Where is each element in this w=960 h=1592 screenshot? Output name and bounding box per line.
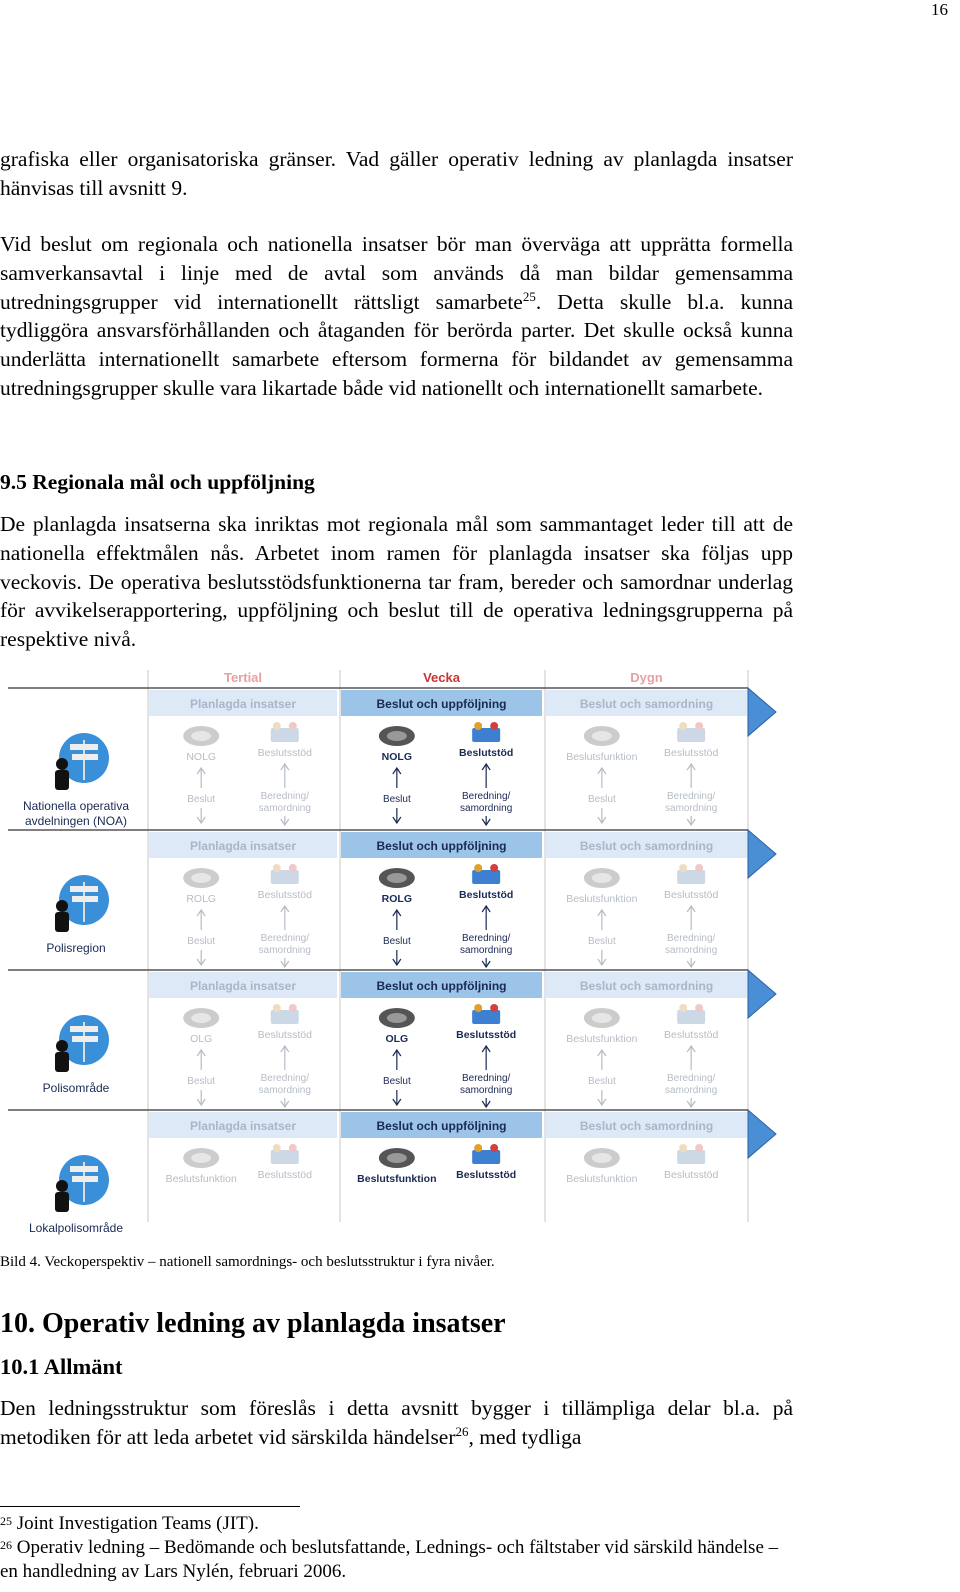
cell-sublabel-right: samordning bbox=[258, 1085, 311, 1096]
signpost-icon bbox=[72, 896, 98, 902]
workstation-icon bbox=[289, 1004, 297, 1012]
level-name: Nationella operativa bbox=[22, 799, 130, 813]
band-header-label: Planlagda insatser bbox=[189, 979, 297, 993]
cell-label-right: Beslutsstöd bbox=[664, 747, 719, 759]
cell-sublabel-left: Beslut bbox=[382, 936, 411, 947]
person-icon bbox=[56, 900, 68, 912]
cell-label-right: Beslutsstöd bbox=[456, 1029, 517, 1041]
cell-sublabel-right: Beredning/ bbox=[666, 791, 716, 802]
workstation-icon bbox=[289, 1144, 297, 1152]
band-header-label: Planlagda insatser bbox=[189, 1119, 297, 1133]
footnote-text: Joint Investigation Teams (JIT). bbox=[16, 1513, 259, 1534]
level-name: Polisregion bbox=[46, 941, 106, 955]
cell-sublabel-right: Beredning/ bbox=[260, 791, 309, 802]
signpost-icon bbox=[70, 1166, 98, 1172]
cell-label-left: NOLG bbox=[381, 751, 413, 763]
cell-label-left: Beslutsfunktion bbox=[566, 1173, 638, 1185]
timeline-arrow-icon bbox=[748, 1110, 776, 1158]
paragraph-text: Den ledningsstruktur som föreslås i detta avsnitt bygger i tillämpliga delar bl.a. på metodiken för att leda arbetet vid särskilda händelser bbox=[0, 1396, 793, 1449]
cell-sublabel-right: Beredning/ bbox=[461, 791, 511, 802]
signpost-icon bbox=[72, 1176, 98, 1182]
cell-sublabel-right: Beredning/ bbox=[666, 933, 716, 944]
cell-label-left: Beslutsfunktion bbox=[165, 1173, 237, 1185]
cell-label-left: ROLG bbox=[186, 893, 217, 905]
workstation-icon bbox=[273, 864, 281, 872]
workstation-icon bbox=[695, 1004, 703, 1012]
workstation-icon bbox=[271, 728, 299, 742]
cell-label-right: Beslutsstöd bbox=[257, 889, 312, 901]
cell-sublabel-right: samordning bbox=[665, 1085, 718, 1096]
band-header-label: Beslut och samordning bbox=[579, 1119, 714, 1133]
footnote-ref-25[interactable]: 25 bbox=[522, 288, 536, 304]
cell-sublabel-right: samordning bbox=[460, 1085, 513, 1096]
footnote-25 bbox=[0, 1512, 800, 1536]
timeline-arrow-icon bbox=[748, 970, 776, 1018]
footnote-number: 26 bbox=[0, 1538, 12, 1552]
cell-sublabel-right: samordning bbox=[460, 803, 513, 814]
cell-label-right: Beslutstöd bbox=[459, 889, 514, 901]
workstation-icon bbox=[273, 1004, 281, 1012]
meeting-table-icon bbox=[191, 1153, 211, 1163]
workstation-icon bbox=[695, 1144, 703, 1152]
timeline-arrow-icon bbox=[748, 688, 776, 736]
footnote-ref-26[interactable]: 26 bbox=[455, 1423, 469, 1439]
meeting-table-icon bbox=[191, 873, 211, 883]
cell-label-left: Beslutsfunktion bbox=[357, 1173, 437, 1185]
decision-structure-diagram bbox=[0, 670, 800, 1240]
band-header-label: Beslut och samordning bbox=[579, 839, 714, 853]
cell-sublabel-right: samordning bbox=[460, 945, 513, 956]
workstation-icon bbox=[474, 864, 482, 872]
cell-label-right: Beslutsstöd bbox=[257, 747, 312, 759]
meeting-table-icon bbox=[387, 1153, 407, 1163]
paragraph-allmant bbox=[0, 1394, 793, 1452]
person-icon bbox=[56, 758, 68, 770]
chapter-heading-10: 10. Operativ ledning av planlagda insatser bbox=[0, 1308, 506, 1339]
paragraph-text: . Detta skulle bl.a. kunna tydliggöra ansvarsförhållanden och åtaganden för berörda parter. Det skulle också kunna underlätta internationellt samarbete eftersom formerna för bildandet av gemensamma utredningsgrupper skulle vara likartade både vid nationellt och internationellt samarbete. bbox=[0, 289, 793, 400]
person-icon bbox=[55, 770, 69, 790]
band-header-label: Beslut och uppföljning bbox=[376, 1119, 507, 1133]
workstation-icon bbox=[677, 870, 705, 884]
workstation-icon bbox=[472, 1010, 500, 1024]
cell-label-left: Beslutsfunktion bbox=[566, 893, 638, 905]
workstation-icon bbox=[273, 1144, 281, 1152]
band-header-label: Beslut och samordning bbox=[579, 979, 714, 993]
band-header-label: Beslut och uppföljning bbox=[376, 697, 507, 711]
cell-label-right: Beslutsstöd bbox=[664, 1029, 719, 1041]
band-header-label: Planlagda insatser bbox=[189, 697, 297, 711]
signpost-icon bbox=[70, 744, 98, 750]
cell-label-right: Beslutsstöd bbox=[664, 1169, 719, 1181]
cell-sublabel-right: Beredning/ bbox=[461, 1073, 511, 1084]
workstation-icon bbox=[271, 870, 299, 884]
cell-label-right: Beslutsstöd bbox=[257, 1169, 312, 1181]
workstation-icon bbox=[271, 1010, 299, 1024]
workstation-icon bbox=[289, 722, 297, 730]
workstation-icon bbox=[472, 1150, 500, 1164]
workstation-icon bbox=[695, 864, 703, 872]
band-header-label: Beslut och samordning bbox=[579, 697, 714, 711]
workstation-icon bbox=[271, 1150, 299, 1164]
paragraph-samverkansavtal bbox=[0, 230, 793, 403]
cell-label-right: Beslutsstöd bbox=[456, 1169, 517, 1181]
cell-label-left: Beslutsfunktion bbox=[566, 1033, 638, 1045]
workstation-icon bbox=[490, 1144, 498, 1152]
meeting-table-icon bbox=[191, 731, 211, 741]
cell-label-left: OLG bbox=[190, 1033, 213, 1045]
meeting-table-icon bbox=[387, 731, 407, 741]
workstation-icon bbox=[474, 1004, 482, 1012]
workstation-icon bbox=[695, 722, 703, 730]
workstation-icon bbox=[679, 1004, 687, 1012]
workstation-icon bbox=[472, 870, 500, 884]
footnote-divider bbox=[0, 1506, 300, 1507]
cell-sublabel-left: Beslut bbox=[587, 794, 616, 805]
meeting-table-icon bbox=[387, 873, 407, 883]
cell-sublabel-right: Beredning/ bbox=[260, 1073, 309, 1084]
workstation-icon bbox=[474, 1144, 482, 1152]
footnote-number: 25 bbox=[0, 1514, 12, 1528]
cell-sublabel-left: Beslut bbox=[187, 1076, 216, 1087]
workstation-icon bbox=[490, 1004, 498, 1012]
cell-sublabel-left: Beslut bbox=[587, 936, 616, 947]
person-icon bbox=[56, 1040, 68, 1052]
band-header-label: Beslut och uppföljning bbox=[376, 839, 507, 853]
cell-label-right: Beslutsstöd bbox=[257, 1029, 312, 1041]
signpost-icon bbox=[72, 1036, 98, 1042]
signpost-icon bbox=[70, 886, 98, 892]
meeting-table-icon bbox=[592, 1153, 612, 1163]
cell-sublabel-left: Beslut bbox=[382, 794, 411, 805]
signpost-icon bbox=[72, 754, 98, 760]
cell-sublabel-right: Beredning/ bbox=[666, 1073, 716, 1084]
cell-sublabel-right: Beredning/ bbox=[260, 933, 309, 944]
workstation-icon bbox=[490, 722, 498, 730]
workstation-icon bbox=[677, 1010, 705, 1024]
workstation-icon bbox=[490, 864, 498, 872]
column-header-tertial: Tertial bbox=[223, 670, 263, 685]
cell-label-right: Beslutsstöd bbox=[664, 889, 719, 901]
page-number: 16 bbox=[931, 0, 948, 19]
cell-sublabel-right: samordning bbox=[665, 803, 718, 814]
level-name: Polisområde bbox=[42, 1081, 110, 1095]
workstation-icon bbox=[677, 728, 705, 742]
band-header-label: Beslut och uppföljning bbox=[376, 979, 507, 993]
workstation-icon bbox=[273, 722, 281, 730]
level-name: Lokalpolisområde bbox=[28, 1221, 124, 1235]
workstation-icon bbox=[679, 722, 687, 730]
cell-sublabel-left: Beslut bbox=[187, 794, 216, 805]
meeting-table-icon bbox=[387, 1013, 407, 1023]
level-name: avdelningen (NOA) bbox=[24, 814, 128, 828]
cell-sublabel-right: samordning bbox=[258, 945, 311, 956]
timeline-arrow-icon bbox=[748, 830, 776, 878]
paragraph-text: Vid beslut om regionala och nationella insatser bör man överväga att upprätta formella samverkansavtal i linje med de avtal som används då man bildar gemensamma utredningsgrupper vid internationellt rättsligt samarbete bbox=[0, 232, 793, 314]
workstation-icon bbox=[289, 864, 297, 872]
paragraph-regionala-mal: De planlagda insatserna ska inriktas mot regionala mål som sammantaget leder till att de nationella effektmålen nås. Arbetet inom ramen för planlagda insatser ska följas upp veckovis. De operativa beslutsstödsfunktionerna tar fram, bereder och samordnar underlag för avvikelserapportering, uppföljning och beslut till de operativa ledningsgrupperna på respektive nivå. bbox=[0, 512, 793, 652]
cell-sublabel-left: Beslut bbox=[382, 1076, 411, 1087]
paragraph-text: , med tydliga bbox=[468, 1424, 582, 1449]
meeting-table-icon bbox=[592, 873, 612, 883]
column-header-dygn: Dygn bbox=[630, 670, 663, 685]
workstation-icon bbox=[679, 864, 687, 872]
person-icon bbox=[55, 1052, 69, 1072]
person-icon bbox=[55, 1192, 69, 1212]
person-icon bbox=[55, 912, 69, 932]
cell-label-left: NOLG bbox=[186, 751, 217, 763]
cell-sublabel-left: Beslut bbox=[587, 1076, 616, 1087]
section-heading-9-5: 9.5 Regionala mål och uppföljning bbox=[0, 470, 315, 494]
workstation-icon bbox=[677, 1150, 705, 1164]
column-header-vecka: Vecka bbox=[423, 670, 460, 685]
person-icon bbox=[56, 1180, 68, 1192]
band-header-label: Planlagda insatser bbox=[189, 839, 297, 853]
footnote-26 bbox=[0, 1536, 800, 1584]
meeting-table-icon bbox=[191, 1013, 211, 1023]
workstation-icon bbox=[472, 728, 500, 742]
workstation-icon bbox=[474, 722, 482, 730]
meeting-table-icon bbox=[592, 731, 612, 741]
workstation-icon bbox=[679, 1144, 687, 1152]
footnote-text: Operativ ledning – Bedömande och beslutsfattande, Lednings- och fältstaber vid särskild händelse – en handledning av Lars Nylén, februari 2006. bbox=[0, 1537, 779, 1582]
cell-label-left: OLG bbox=[385, 1033, 409, 1045]
section-heading-10-1: 10.1 Allmänt bbox=[0, 1354, 123, 1379]
cell-sublabel-right: samordning bbox=[665, 945, 718, 956]
figure-caption: Bild 4. Veckoperspektiv – nationell samordnings- och beslutsstruktur i fyra nivåer. bbox=[0, 1254, 495, 1270]
cell-sublabel-left: Beslut bbox=[187, 936, 216, 947]
cell-label-left: Beslutsfunktion bbox=[566, 751, 638, 763]
signpost-icon bbox=[70, 1026, 98, 1032]
meeting-table-icon bbox=[592, 1013, 612, 1023]
paragraph-intro: grafiska eller organisatoriska gränser. Vad gäller operativ ledning av planlagda insatser hänvisas till avsnitt 9. bbox=[0, 147, 793, 200]
cell-label-left: ROLG bbox=[381, 893, 413, 905]
cell-label-right: Beslutstöd bbox=[459, 747, 514, 759]
cell-sublabel-right: samordning bbox=[258, 803, 311, 814]
cell-sublabel-right: Beredning/ bbox=[461, 933, 511, 944]
